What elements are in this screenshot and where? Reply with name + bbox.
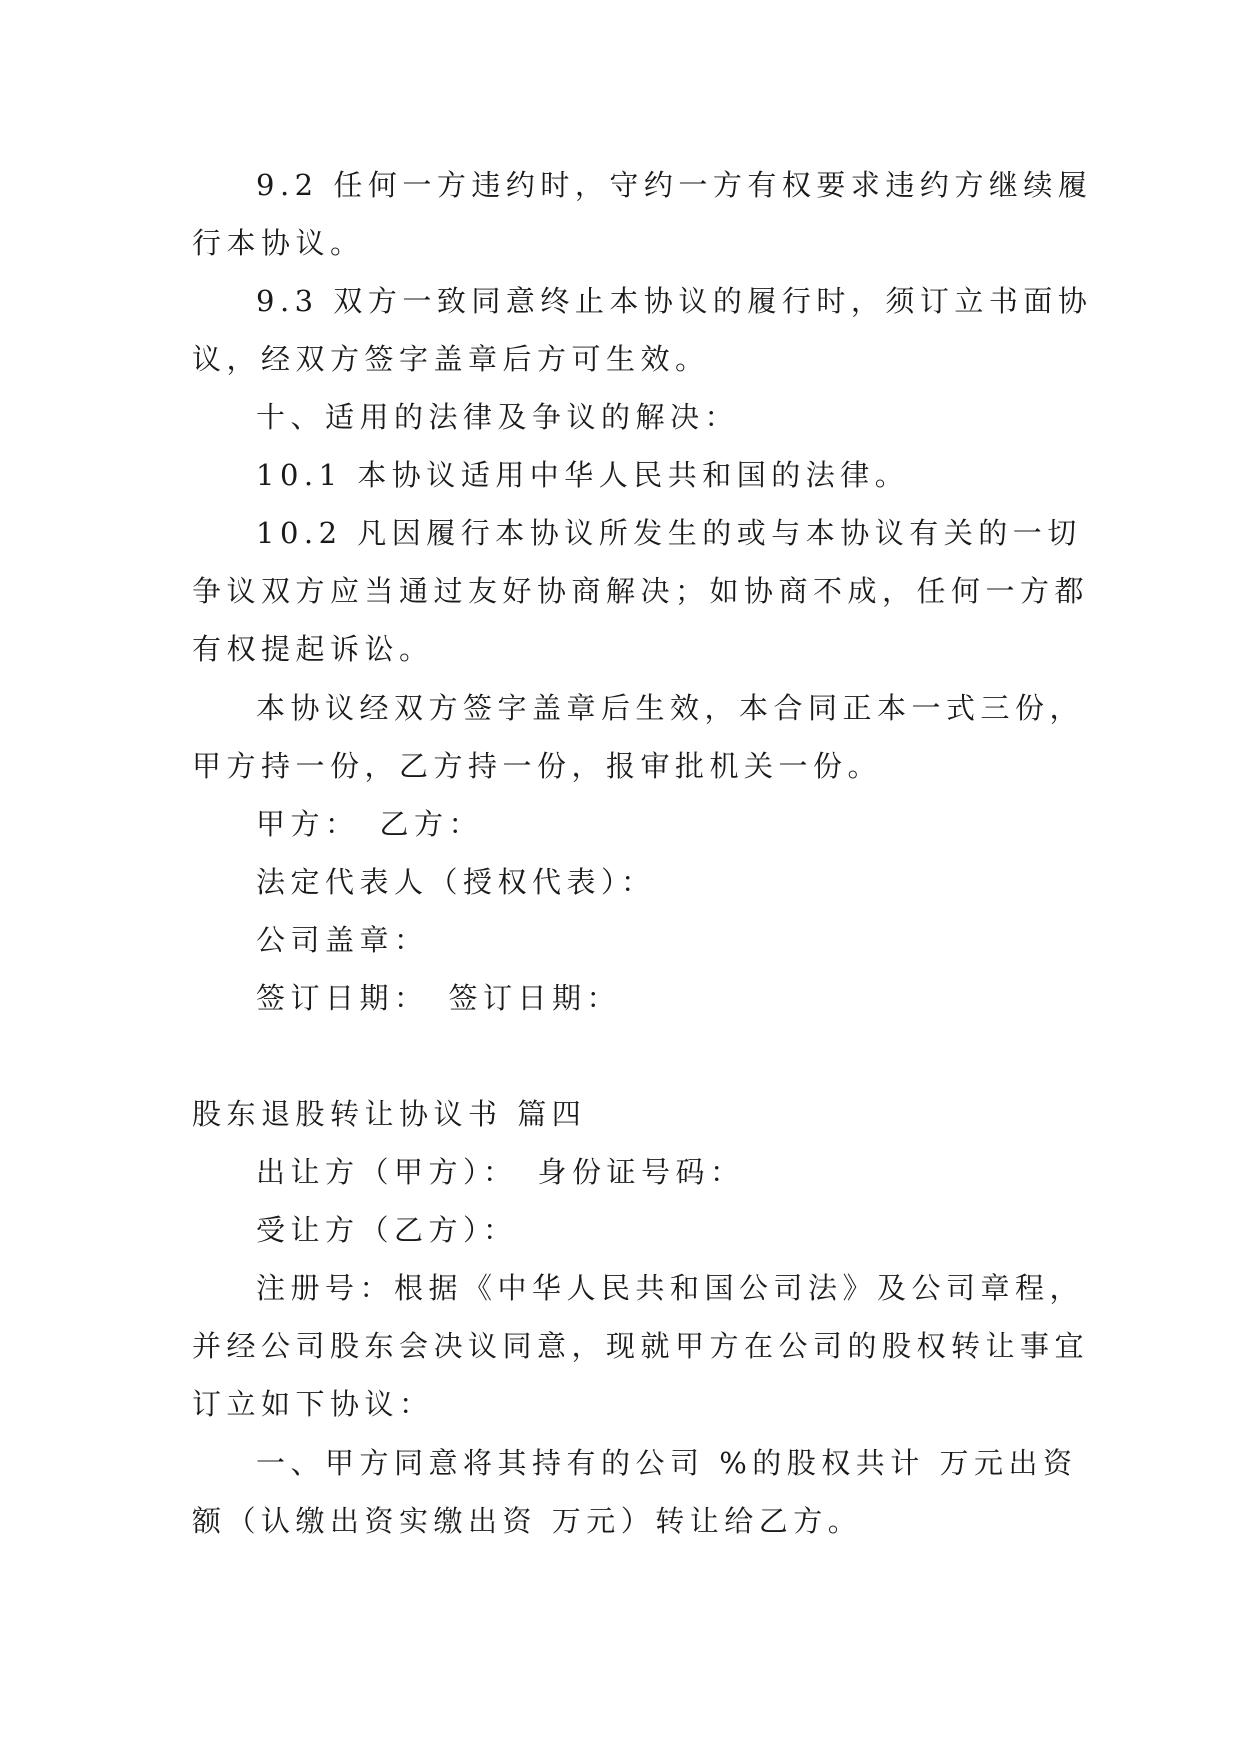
transferor-line: 出让方（甲方）： 身份证号码： — [256, 1155, 745, 1189]
transferee-line: 受让方（乙方）： — [256, 1213, 518, 1247]
clause-1-line-1: 一、甲方同意将其持有的公司 %的股权共计 万元出资 — [256, 1446, 1078, 1480]
clause-10-2-line-2: 争议双方应当通过友好协商解决；如协商不成，任何一方都 — [192, 574, 1090, 608]
signing-date-line: 签订日期： 签订日期： — [256, 981, 622, 1015]
preamble-line-3: 订立如下协议： — [192, 1387, 434, 1421]
section-10-heading: 十、适用的法律及争议的解决： — [256, 400, 740, 434]
clause-1-line-2: 额（认缴出资实缴出资 万元）转让给乙方。 — [192, 1504, 863, 1538]
legal-representative-line: 法定代表人（授权代表）： — [256, 865, 656, 899]
clause-10-2-line-3: 有权提起诉讼。 — [192, 632, 434, 666]
preamble-line-2: 并经公司股东会决议同意，现就甲方在公司的股权转让事宜 — [192, 1329, 1090, 1363]
section-title: 股东退股转让协议书 篇四 — [192, 1097, 587, 1131]
clause-9-3-line-1: 9.3 双方一致同意终止本协议的履行时，须订立书面协 — [256, 284, 1093, 318]
company-seal-line: 公司盖章： — [256, 923, 429, 957]
effectiveness-line-2: 甲方持一份，乙方持一份，报审批机关一份。 — [192, 749, 883, 783]
clause-9-2-line-1: 9.2 任何一方违约时，守约一方有权要求违约方继续履 — [256, 168, 1093, 202]
clause-10-1: 10.1 本协议适用中华人民共和国的法律。 — [256, 458, 910, 492]
effectiveness-line-1: 本协议经双方签字盖章后生效，本合同正本一式三份， — [256, 691, 1085, 725]
clause-9-2-line-2: 行本协议。 — [192, 226, 365, 260]
party-signature-line: 甲方： 乙方： — [256, 807, 484, 841]
clause-10-2-line-1: 10.2 凡因履行本协议所发生的或与本协议有关的一切 — [256, 516, 1082, 550]
preamble-line-1: 注册号：根据《中华人民共和国公司法》及公司章程， — [256, 1271, 1085, 1305]
clause-9-3-line-2: 议，经双方签字盖章后方可生效。 — [192, 342, 710, 376]
